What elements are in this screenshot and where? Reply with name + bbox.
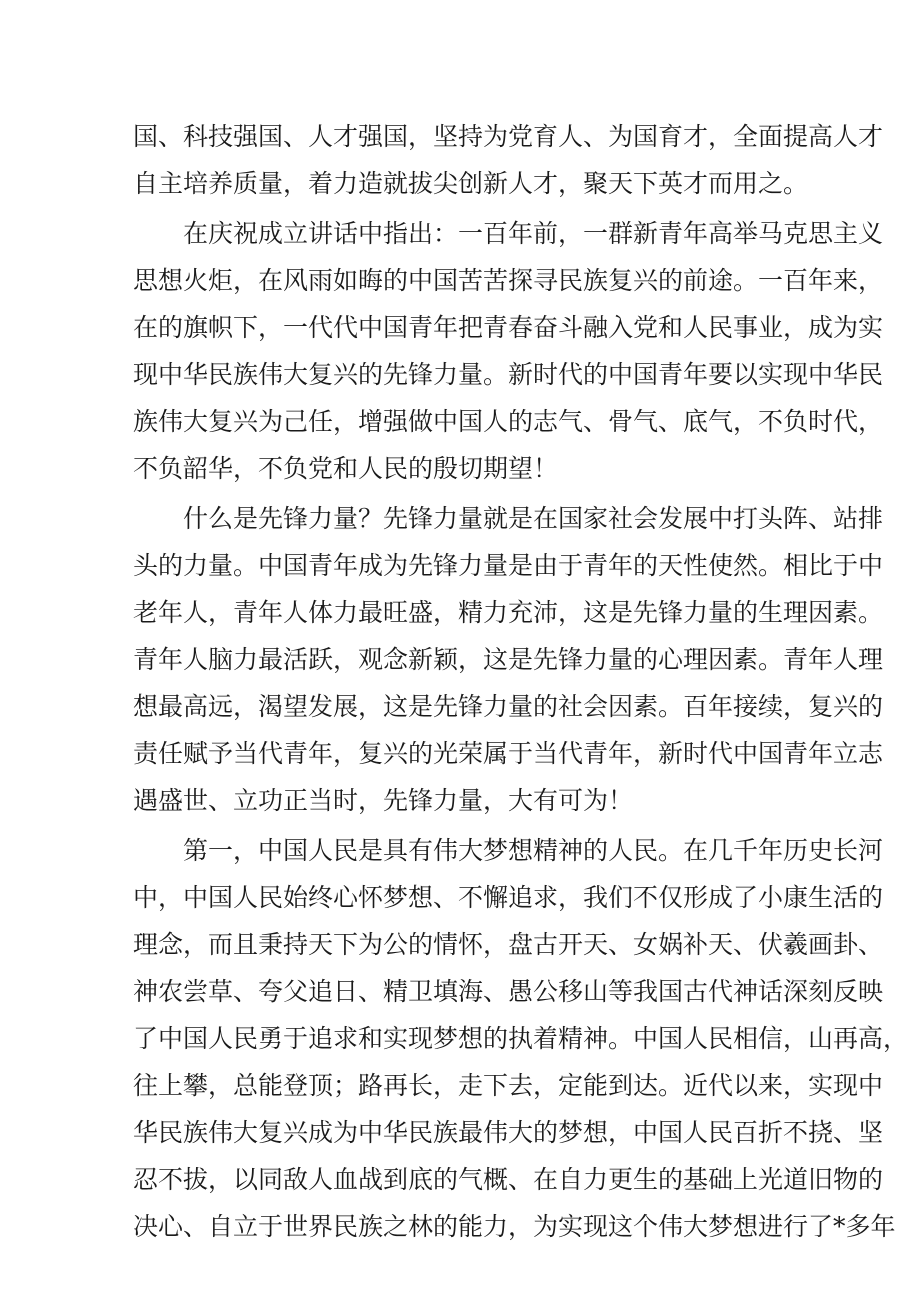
- paragraph: [133, 113, 884, 207]
- text-line: 国、科技强国、人才强国，坚持为党育人、为国育才，全面提高人才: [133, 122, 884, 151]
- text-line: 理念，而且秉持天下为公的情怀，盘古开天、女娲补天、伏羲画卦、: [133, 930, 884, 959]
- text-line: 中，中国人民始终心怀梦想、不懈追求，我们不仅形成了小康生活的: [133, 883, 884, 912]
- document-body: [133, 113, 909, 1250]
- text-line: 族伟大复兴为己任，增强做中国人的志气、骨气、底气，不负时代，: [133, 407, 884, 436]
- text-line: 不负韶华，不负党和人民的殷切期望！: [133, 454, 559, 483]
- text-line: 在庆祝成立讲话中指出：一百年前，一群新青年高举马克思主义: [133, 219, 884, 248]
- paragraph: [133, 827, 909, 1250]
- text-line: 头的力量。中国青年成为先锋力量是由于青年的天性使然。相比于中: [133, 551, 884, 580]
- text-line: 想最高远，渴望发展，这是先锋力量的社会因素。百年接续，复兴的: [133, 692, 884, 721]
- text-line: 往上攀，总能登顶；路再长，走下去，定能到达。近代以来，实现中: [133, 1071, 884, 1100]
- text-line: 第一，中国人民是具有伟大梦想精神的人民。在几千年历史长河: [133, 836, 884, 865]
- paragraph: [133, 495, 884, 824]
- text-line: 忍不拔，以同敌人血战到底的气概、在自力更生的基础上光道旧物的: [133, 1165, 884, 1194]
- text-line: 自主培养质量，着力造就拔尖创新人才，聚天下英才而用之。: [133, 169, 809, 198]
- text-line: 神农尝草、夸父追日、精卫填海、愚公移山等我国古代神话深刻反映: [133, 977, 884, 1006]
- text-line: 华民族伟大复兴成为中华民族最伟大的梦想，中国人民百折不挠、坚: [133, 1118, 884, 1147]
- text-line: 思想火炬，在风雨如晦的中国苦苦探寻民族复兴的前途。一百年来，: [133, 266, 884, 295]
- text-line: 遇盛世、立功正当时，先锋力量，大有可为！: [133, 786, 634, 815]
- text-line: 老年人，青年人体力最旺盛，精力充沛，这是先锋力量的生理因素。: [133, 598, 884, 627]
- text-line: 责任赋予当代青年，复兴的光荣属于当代青年，新时代中国青年立志: [133, 739, 884, 768]
- text-line: 青年人脑力最活跃，观念新颖，这是先锋力量的心理因素。青年人理: [133, 645, 884, 674]
- text-line: 什么是先锋力量？先锋力量就是在国家社会发展中打头阵、站排: [133, 504, 884, 533]
- paragraph: [133, 210, 884, 492]
- text-line: 现中华民族伟大复兴的先锋力量。新时代的中国青年要以实现中华民: [133, 360, 884, 389]
- text-line: 决心、自立于世界民族之林的能力，为实现这个伟大梦想进行了*多年: [133, 1212, 896, 1241]
- text-line: 了中国人民勇于追求和实现梦想的执着精神。中国人民相信，山再高，: [133, 1024, 909, 1053]
- text-line: 在的旗帜下，一代代中国青年把青春奋斗融入党和人民事业，成为实: [133, 313, 884, 342]
